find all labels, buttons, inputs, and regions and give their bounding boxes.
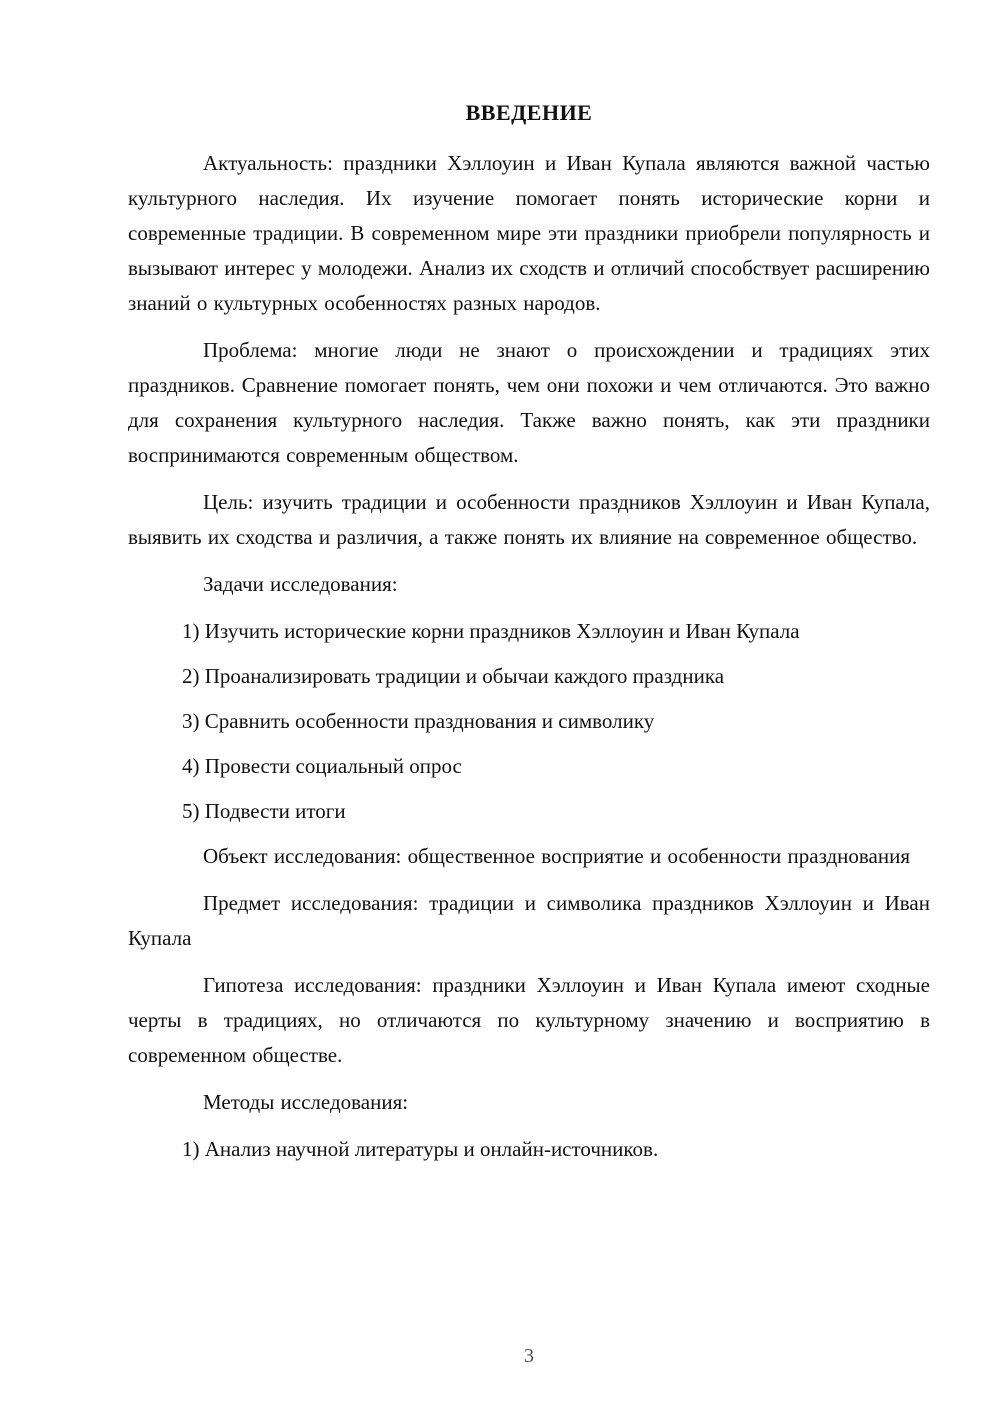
task-item-1: 1) Изучить исторические корни праздников Хэллоуин и Иван Купала: [182, 619, 800, 643]
task-item-3: 3) Сравнить особенности празднования и символику: [182, 709, 655, 733]
paragraph-hypothesis: Гипотеза исследования: праздники Хэллоуин и Иван Купала имеют сходные черты в традициях, но отличаются по культурному значению и восприятию в современном обществе.: [128, 973, 930, 1067]
paragraph-relevance: Актуальность: праздники Хэллоуин и Иван Купала являются важной частью культурного наследия. Их изучение помогает понять исторические корни и современные традиции. В современном мире эти праздники приобрели популярность и вызывают интерес у молодежи. Анализ их сходств и отличий способствует расширению знаний о культурных особенностях разных народов.: [128, 151, 930, 315]
tasks-heading: Задачи исследования:: [203, 572, 398, 596]
paragraph-object: Объект исследования: общественное восприятие и особенности празднования: [203, 844, 911, 868]
task-item-5: 5) Подвести итоги: [182, 799, 346, 823]
paragraph-subject: Предмет исследования: традиции и символика праздников Хэллоуин и Иван Купала: [128, 891, 930, 950]
method-item-1: 1) Анализ научной литературы и онлайн-источников.: [182, 1137, 659, 1161]
paragraph-problem: Проблема: многие люди не знают о происхождении и традициях этих праздников. Сравнение помогает понять, чем они похожи и чем отличаются. Это важно для сохранения культурного наследия. Также важно понять, как эти праздники воспринимаются современным обществом.: [128, 338, 930, 467]
task-item-2: 2) Проанализировать традиции и обычаи каждого праздника: [182, 664, 725, 688]
methods-heading: Методы исследования:: [203, 1090, 409, 1114]
section-heading: ВВЕДЕНИЕ: [465, 100, 593, 125]
paragraph-goal: Цель: изучить традиции и особенности праздников Хэллоуин и Иван Купала, выявить их сходства и различия, а также понять их влияние на современное общество.: [128, 490, 930, 549]
task-item-4: 4) Провести социальный опрос: [182, 754, 462, 778]
page-number: 3: [524, 1345, 534, 1367]
